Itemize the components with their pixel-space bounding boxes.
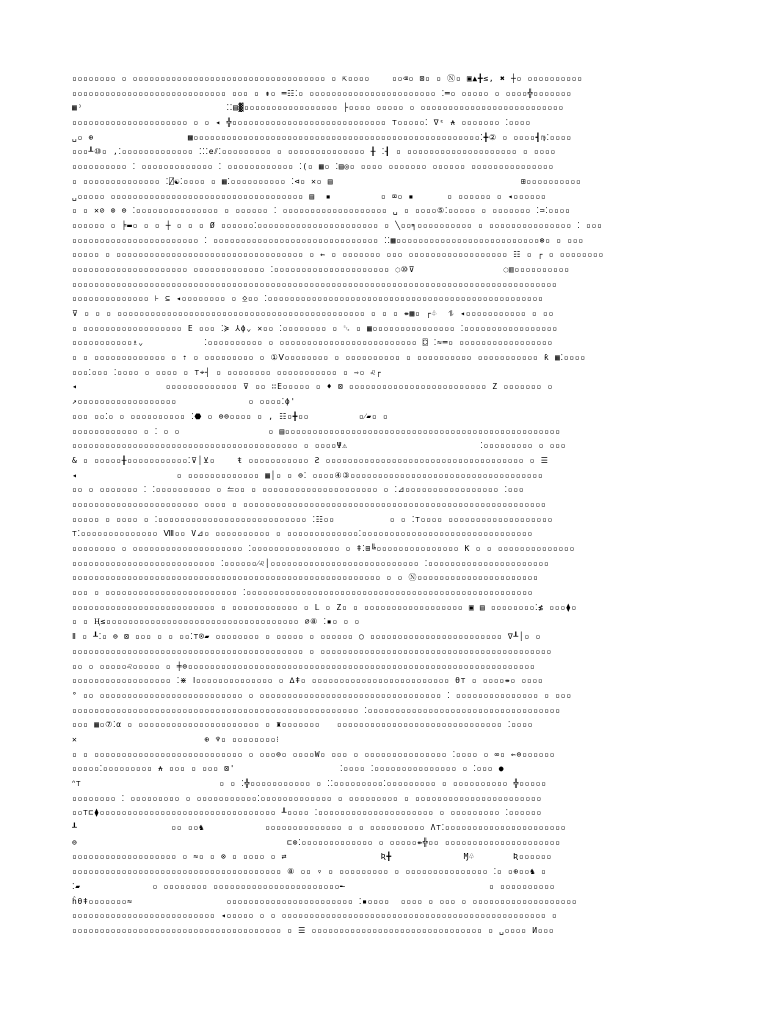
text-line: ▫▫▫▫▫▫ ▫ ╞▬▫ ▫ ▫ ┼ ▫ ▫ ▫ Ø ▫▫▫▫▫▫⁚▫▫▫▫▫▫▫▫▫▫▫▫▫▫▫▫▫▫▫▫▫▫ ▫ ╲▫▫╕▫▫▫▫▫▫▫▫▫▫ ▫ ▫▫▫▫▫▫▫▫▫▫▫▫▫▫▫ ⁚ ▫▫▫ bbox=[72, 220, 603, 230]
text-line: ▫▫▫▫▫▫▫▫ ▫ ▫▫▫▫▫▫▫▫▫▫▫▫▫▫▫▫▫▫▫▫ ⁚▫▫▫▫▫▫▫▫▫▫▫▫▫▫▫▫ ▫ ǂ⁚⊞╚▫▫▫▫▫▫▫▫▫▫▫▫▫▫▫ Ƙ ▫ ▫ ▫▫▫▫▫▫▫▫▫▫▫▫▫▫ bbox=[72, 544, 575, 553]
text-line: ▫▫▫▫▫▫▫▫▫▫▫▫▫▫▫▫▫▫▫▫▫▫▫▫▫▫▫▫▫▫▫▫▫▫▫▫▫▫▫▫▫ ▫ ▫▫▫▫Ψ⚠ ⁚▫▫▫▫▫▫▫▫▫ ▫ ▫▫▫ bbox=[72, 441, 567, 451]
text-line: ▫▫▫▫▫▫▫▫▫▫▫▫▫▫▫▫▫▫▫▫▫▫▫▫▫▫▫▫▫▫▫▫▫▫▫▫▫▫▫▫▫▫▫▫▫▫▫▫▫▫▫▫ ⁚▫▫▫▫▫▫▫▫▫▫▫▫▫▫▫▫▫▫▫▫▫▫▫▫▫▫▫▫▫▫▫▫▫▫▫ bbox=[72, 705, 561, 715]
text-line: ▫▫▫▫▫▫▫▫▫▫▫▫▫▫▫▫▫▫▫▫▫▫▫ ▫▫▫▫ ▫ ▫▫▫▫▫▫▫▫▫▫▫▫▫▫▫▫▫▫▫▫▫▫▫▫▫▫▫▫▫▫▫▫▫▫▫▫▫▫▫▫▫▫▫▫▫▫▫▫▫▫▫▫▫▫▫ bbox=[72, 499, 547, 509]
text-line: ▫▫▫▫▫▫▫▫▫▫▫▫▫▫▫▫▫▫▫▫▫▫▫▫▫▫ ▫ ▫▫▫▫▫▫▫▫▫▫▫▫ ▫ ᒪ ▫ Z▫ ▫ ▫▫▫▫▫▫▫▫▫▫▫▫▫▫▫▫▫▫ ▣ ▤ ▫▫▫▫▫▫▫▫⁚≴ ▫▫▫⧫▫ bbox=[72, 602, 577, 612]
text-line: Ⅱ ▫ ┸⁚▫ ⊜ ⊠ ▫▫▫ ▫ ▫ ▫▫⁚⊤⍟▰ ▫▫▫▫▫▫▫▫ ▫ ▫▫▫▫▫ ▫ ▫▫▫▫▫▫ ◯ ▫▫▫▫▫▫▫▫▫▫▫▫▫▫▫▫▫▫▫▫▫▫▫▫ ∇┸│▫ ▫ bbox=[72, 632, 541, 642]
text-line: ◂ ▫▫▫▫▫▫▫▫▫▫▫▫▫ ⊽ ▫▫ ∷E▫▫▫▫▫ ▫ ♦ ⊠ ▫▫▫▫▫▫▫▫▫▫▫▫▫▫▫▫▫▫▫▫▫▫▫▫▫ Z ▫▫▫▫▫▫▫ ▫ bbox=[72, 382, 553, 392]
text-line: ▫▫▫ ▫ ▫▫▫▫▫▫▫▫▫▫▫▫▫▫▫▫▫▫▫▫▫▫▫▫ ⁚▫▫▫▫▫▫▫▫▫▫▫▫▫▫▫▫▫▫▫▫▫▫▫▫▫▫▫▫▫▫▫▫▫▫▫▫▫▫▫▫▫▫▫▫▫▫▫▫▫▫▫▫ bbox=[72, 588, 534, 598]
text-line: ▫▫ ▫ ▫▫▫▫▫▫▫ ⁚ ⁚▫▫▫▫▫▫▫▫▫▫ ▫ ⥪▫▫ ▫ ▫▫▫▫▫▫▫▫▫▫▫▫▫▫▫▫▫▫▫▫▫ ▫ ⁚⊿▫▫▫▫▫▫▫▫▫▫▫▫▫▫▫▫▫ ⁚▫▫▫ bbox=[72, 485, 525, 495]
text-line: ▫▫▫▫▫▫▫▫▫▫▫▫▫▫▫▫▫▫▫▫▫ ▫ ▫ ◂ ╬▫▫▫▫▫▫▫▫▫▫▫▫▫▫▫▫▫▫▫▫▫▫▫▫▫▫▫▫ ⊤▫▫▫▫▫⁚ ∇ᵋ ⍲ ▫▫▫▫▫▫▫ ⁚▫▫▫▫ bbox=[72, 118, 531, 128]
text-line: & ▫ ▫▫▫▫▫╫▫▫▫▫▫▫▫▫▫▫▫⁚⊽│⊻▫ ŧ ▫▫▫▫▫▫▫▫▫▫▫ Ƨ ▫▫▫▫▫▫▫▫▫▫▫▫▫▫▫▫▫▫▫▫▫▫▫▫▫▫▫▫▫▫▫▫▫▫▫▫ ▫ ☰ bbox=[72, 455, 549, 465]
text-line: ▫▫▫▫▫▫▫▫▫▫▫▫▫▫▫▫▫▫▫▫▫▫▫▫▫▫▫▫▫▫▫▫▫▫▫▫▫▫ ▫ ☰ ▫▫▫▫▫▫▫▫▫▫▫▫▫▫▫▫▫▫▫▫▫▫▫▫▫▫▫▫▫▫▫ ▫ ␣▫▫▫▫ И▫▫▫ bbox=[72, 925, 555, 935]
text-line: ▫▫▫▫▫▫▫▫▫▫▫▫▫▫▫▫▫▫▫▫▫▫▫▫▫▫▫▫ ▫▫▫ ▫ ⇞▫ ═☷⁚▫ ▫▫▫▫▫▫▫▫▫▫▫▫▫▫▫▫▫▫▫▫▫▫▫ ⁚═▫ ▫▫▫▫▫ ▫ ▫▫▫▫╬▫▫▫▫▫▫▫ bbox=[72, 88, 572, 98]
text-line: ▫▫▫▫▫ ▫ ▫▫▫▫ ▫ ⁚▫▫▫▫▫▫▫▫▫▫▫▫▫▫▫▫▫▫▫▫▫▫▫▫▫▫▫ ⁚☷▫▫ ▫ ▫ ⁚⊤▫▫▫▫ ▫▫▫▫▫▫▫▫▫▫▫▫▫▫▫▫▫▫▫ bbox=[72, 514, 553, 524]
text-line: ␣▫▫▫▫▫ ▫▫▫▫▫▫▫▫▫▫▫▫▫▫▫▫▫▫▫▫▫▫▫▫▫▫▫▫▫▫▫▫▫▫▫ ▤ ▪ ▫ ⌧▫ ▪ ▫ ▫▫▫▫▫▫ ▫ ◂▫▫▫▫▫▫ bbox=[72, 191, 547, 201]
text-line: ▫▫▫▫▫▫▫▫▫▫▫♗⌄ ⁚▫▫▫▫▫▫▫▫▫▫ ▫ ▫▫▫▫▫▫▫▫▫▫▫▫▫▫▫▫▫▫▫▫▫▫▫▫▫ ⌼ ⁚≈═▫ ▫▫▫▫▫▫▫▫▫▫▫▫▫▫▫▫▫ bbox=[72, 338, 553, 348]
text-line: ▫ ▫▫▫▫▫▫▫▫▫▫▫▫▫▫ ⁚⍁☯⁚▫▫▫▫ ▫ ▦⁚▫▫▫▫▫▫▫▫▫▫ ⁚⊲▫ ✕▫ ▤ ⊞▫▫▫▫▫▫▫▫▫▫ bbox=[72, 176, 582, 186]
text-line: ◂ ▫ ▫▫▫▫▫▫▫▫▫▫▫▫▫ ▦│▫ ▫ ⊜⁚ ▫▫▫▫④③▫▫▫▫▫▫▫▫▫▫▫▫▫▫▫▫▫▫▫▫▫▫▫▫▫▫▫▫▫▫▫▫▫▫▫ bbox=[72, 470, 544, 480]
text-line: ✕ ⊕ ♆▫ ▫▫▫▫▫▫▫▫⁝ bbox=[72, 734, 280, 744]
text-line: ▫▫▫▫▫▫▫▫▫▫▫▫▫▫▫▫▫▫▫▫▫▫▫▫▫▫▫▫▫▫▫▫▫▫▫▫▫▫▫▫▫▫▫▫▫▫▫▫▫▫▫▫▫▫▫▫ ▫ ▫ Ⓝ▫▫▫▫▫▫▫▫▫▫▫▫▫▫▫▫▫▫▫▫▫▫ bbox=[72, 573, 539, 583]
text-line: ▫▫▫ ▫▫⁚▫ ▫ ▫▫▫▫▫▫▫▫▫▫ ⁚⬣ ▫ ⊜⊜▫▫▫▫ ▫ , ☷▫╋▫▫ ▫⁄▰▫ ▫ bbox=[72, 411, 389, 421]
text-line: ⊽ ▫ ▫ ▫ ▫▫▫▫▫▫▫▫▫▫▫▫▫▫▫▫▫▫▫▫▫▫▫▫▫▫▫▫▫▫▫▫▫▫▫▫▫▫▫▫▫▫▫▫▫ ▫ ▫ ▫ ⇻▩▫ ┌♧ ⥮ ◂▫▫▫▫▫▫▫▫▫▫▫ ▫ ▫▫ bbox=[72, 309, 554, 318]
text-line: ▫ ▫▫▫▫▫▫▫▫▫▫▫▫▫▫▫▫▫▫ E ▫▫▫ ⁚≽ ⅄ϕ⌄ ✕▫▫ ⁚▫▫▫▫▫▫▫▫ ▫ ␂ ▫ ▦▫▫▫▫▫▫▫▫▫▫▫▫▫▫▫ ⁚▫▫▫▫▫▫▫▫▫▫▫▫▫▫▫▫▫ bbox=[72, 323, 558, 333]
text-line: ▫▫▫▫▫▫▫▫▫▫▫▫▫▫▫▫▫▫▫ ▫ ≈▫ ▫ ⊗ ▫ ▫▫▫▫ ▫ ⇄ Ʀ╋ Ɱ♧ Ʀ▫▫▫▫▫▫ bbox=[72, 852, 552, 862]
text-line: ▫▫▫▫▫▫▫▫▫▫▫▫▫▫▫▫▫▫▫▫▫▫▫▫▫▫▫▫▫▫▫▫▫▫▫▫▫▫ ⑧ ▫▫ ▿ ▫ ▫▫▫▫▫▫▫▫▫ ▫ ▫▫▫▫▫▫▫▫▫▫▫▫▫▫▫ ⁚▫ ▫⊕▫▫♞ ▫ bbox=[72, 867, 547, 877]
text-line: ⊜ ⊏⊚⁚▫▫▫▫▫▫▫▫▫▫▫▫▫ ▫ ▫▫▫▫▫⇻╬▫▫ ▫▫▫▫▫▫▫▫▫▫▫▫▫▫▫▫▫▫▫▫▫ bbox=[72, 837, 561, 847]
text-line: ▦⁾ ⁚⁚▤▓▫▫▫▫▫▫▫▫▫▫▫▫▫▫▫▫▫ ├▫▫▫▫ ▫▫▫▫▫ ▫ ▫▫▫▫▫▫▫▫▫▫▫▫▫▫▫▫▫▫▫▫▫▫▫▫▫▫ bbox=[72, 103, 564, 113]
text-line: ▫▫▫▫▫▫▫▫▫▫▫▫▫▫▫▫▫▫▫▫▫▫▫▫▫▫▫▫▫▫▫▫▫▫▫▫▫▫▫▫▫▫ ▫ ▫▫▫▫▫▫▫▫▫▫▫▫▫▫▫▫▫▫▫▫▫▫▫▫▫▫▫▫▫▫▫▫▫▫▫▫▫▫▫▫▫▫ bbox=[72, 646, 552, 656]
text-line: ▫ ▫ Ⱨ≤▫▫▫▫▫▫▫▫▫▫▫▫▫▫▫▫▫▫▫▫▫▫▫▫▫▫▫▫▫▫▫▫▫▫▫ ∅⑧ ⁚▪▫ ▫ ▫ bbox=[72, 617, 360, 627]
text-line: ▫▫▫▫▫▫▫▫▫▫▫▫▫▫▫▫▫▫▫▫▫▫▫▫▫▫ ◂▫▫▫▫▫ ▫ ▫ ▫▫▫▫▫▫▫▫▫▫▫▫▫▫▫▫▫▫▫▫▫▫▫▫▫▫▫▫▫▫▫▫▫▫▫▫▫▫▫▫▫▫▫▫▫▫▫▫ ▫ bbox=[72, 911, 558, 921]
text-line: ⊤⁚▫▫▫▫▫▫▫▫▫▫▫▫▫▫ Ⅷ▫▫ V⊿▫ ▫▫▫▫▫▫▫▫▫▫ ▫ ▫▫▫▫▫▫▫▫▫▫▫▫▫⁚▫▫▫▫▫▫▫▫▫▫▫▫▫▫▫▫▫▫▫▫▫▫▫▫▫▫▫▫▫▫▫ bbox=[72, 529, 533, 539]
text-line: ▫▫⊤⊏⧫▫▫▫▫▫▫▫▫▫▫▫▫▫▫▫▫▫▫▫▫▫▫▫▫▫▫▫▫▫▫▫▫ ╨▫▫▫▫ ⁚▫▫▫▫▫▫▫▫▫▫▫▫▫▫▫▫▫▫▫▫▫ ▫ ▫▫▫▫▫▫▫▫▫ ⁚▫▫▫▫▫▫ bbox=[72, 808, 542, 818]
text-line: ▫▫▫▫▫▫▫▫▫▫▫▫▫▫▫▫▫▫▫▫▫▫▫ ⁚ ▫▫▫▫▫▫▫▫▫▫▫▫▫▫▫▫▫▫▫▫▫▫▫▫▫▫▫▫▫▫ ⁚⁚▩▫▫▫▫▫▫▫▫▫▫▫▫▫▫▫▫▫▫▫▫▫▫▫▫▫▫⊛▫ ▫ ▫▫▫ bbox=[72, 235, 584, 245]
text-line: ▫▫▫▫▫ ▫ ▫▫▫▫▫▫▫▫▫▫▫▫▫▫▫▫▫▫▫▫▫▫▫▫▫▫▫▫▫▫▫▫▫▫ ▫ ⇜ ▫ ▫▫▫▫▫▫▫ ▫▫▫ ▫▫▫▫▫▫▫▫▫▫▫▫▫▫▫▫▫▫ ☷ ▫ ┌ ▫ ▫▫▫▫▫▫▫▫ bbox=[72, 250, 604, 260]
text-line: ▫▫▫▫▫▫▫▫▫▫▫▫▫▫▫▫▫▫▫▫▫▫▫▫▫▫▫▫▫▫▫▫▫▫▫▫▫▫▫▫▫▫▫▫▫▫▫▫▫▫▫▫▫▫▫▫▫▫▫▫▫▫▫▫▫▫▫▫▫▫▫▫▫▫▫▫▫▫▫▫▫▫▫▫▫▫▫▫ bbox=[72, 279, 558, 289]
text-line: ▫ ▫ ✕⊘ ⊚ ⊜ ⁚▫▫▫▫▫▫▫▫▫▫▫▫▫▫▫ ▫ ▫▫▫▫▫▫ ⁚ ▫▫▫▫▫▫▫▫▫▫▫▫▫▫▫▫▫▫▫ ␣ ▫ ▫▫▫▫⑤⁚▫▫▫▫▫ ▫ ▫▫▫▫▫▫▫ ⁚≕⁚▫▫▫▫ bbox=[72, 206, 571, 216]
symbol-text-block bbox=[72, 72, 694, 939]
text-line: ᐢ⊤ ▫ ▫ ⁚╬▫▫▫▫▫▫▫▫▫▫▫ ▫ ⁚⁚▫▫▫▫▫▫▫▫▫⁚▫▫▫▫▫▫▫▫▫ ▫ ▫▫▫▫▫▫▫▫▫▫ ╬▫▫▫▫▫ bbox=[72, 779, 547, 788]
text-line: ° ▫▫ ▫▫▫▫▫▫▫▫▫▫▫▫▫▫▫▫▫▫▫▫▫▫▫▫▫▫ ▫ ▫▫▫▫▫▫▫▫▫▫▫▫▫▫▫▫▫▫▫▫▫▫▫▫▫▫▫▫▫▫▫▫▫ ⁚ ▫▫▫▫▫▫▫▫▫▫▫▫▫▫▫ ▫ ▫▫▫ bbox=[72, 690, 572, 700]
text-line: ▫▫▫▫▫▫▫▫▫▫▫▫▫▫ ⊦ ⊆ ◂▫▫▫▫▫▫▫▫ ▫ ⍚▫▫ ⁚▫▫▫▫▫▫▫▫▫▫▫▫▫▫▫▫▫▫▫▫▫▫▫▫▫▫▫▫▫▫▫▫▫▫▫▫▫▫▫▫▫▫▫▫▫▫▫▫▫▫ bbox=[72, 294, 544, 304]
text-line: ▫▫▫▫▫▫▫▫▫▫▫▫▫▫▫▫▫▫▫▫▫▫▫▫▫▫ ⁚▫▫▫▫▫▫⁄♌│▫▫▫▫▫▫▫▫▫▫▫▫▫▫▫▫▫▫▫▫▫▫▫▫▫▫▫ ⁚▫▫▫▫▫▫▫▫▫▫▫▫▫▫▫▫▫▫▫▫▫▫ bbox=[72, 558, 550, 568]
text-line: ĥθǂ▫▫▫▫▫▫▫≈ ▫▫▫▫▫▫▫▫▫▫▫▫▫▫▫▫▫▫▫▫▫▫▫ ⁚▪▫▫▫▫ ▫▫▫▫ ▫ ▫▫▫ ▫ ▫▫▫▫▫▫▫▫▫▫▫▫▫▫▫▫▫▫▫ bbox=[72, 896, 578, 906]
text-line: ▫▫ ▫ ▫▫▫▫▫♌▫▫▫▫▫ ▫ ╪⊜▫▫▫▫▫▫▫▫▫▫▫▫▫▫▫▫▫▫▫▫▫▫▫▫▫▫▫▫▫▫▫▫▫▫▫▫▫▫▫▫▫▫▫▫▫▫▫▫▫▫▫▫▫▫▫▫▫▫▫▫▫▫▫ bbox=[72, 661, 536, 671]
text-line: ␣▫ ⊕ ▩▫▫▫▫▫▫▫▫▫▫▫▫▫▫▫▫▫▫▫▫▫▫▫▫▫▫▫▫▫▫▫▫▫▫▫▫▫▫▫▫▫▫▫▫▫▫▫▫▫▫▫▫⁚╋② ▫ ▫▫▫▫┫♍⁚▫▫▫▫ bbox=[72, 132, 572, 142]
text-line: ⁚▰ ▫ ▫▫▫▫▫▫▫▫ ▫▫▫▫▫▫▫▫▫▫▫▫▫▫▫▫▫▫▫▫▫▫▫╾ ▫ ▫▫▫▫▫▫▫▫▫▫ bbox=[72, 881, 556, 891]
text-line: ↗▫▫▫▫▫▫▫▫▫▫▫▫▫▫▫▫▫▫ ▫ ▫▫▫▫⁚ϕ' bbox=[72, 397, 296, 407]
text-line: ▫▫▫⁚▫▫▫ ⁚▫▫▫▫ ▫ ▫▫▫▫ ▫ ⊤⌖┤ ▫ ▫▫▫▫▫▫▫▫ ▫▫▫▫▫▫▫▫▫▫▫ ▫ ⇾▫ ♌┌ bbox=[72, 367, 382, 377]
text-line: ▫▫▫▫▫⁚▫▫▫▫▫▫▫▫▫ ⍲ ▫▫▫ ▫ ▫▫▫ ⊠' ⁚▫▫▫▫ ⁚▫▫▫▫▫▫▫▫▫▫▫▫▫▫▫ ▫ ⁚▫▫▫ ● bbox=[72, 764, 505, 774]
text-line: ▫▫▫▫▫▫▫▫▫▫▫▫▫▫▫▫▫▫▫▫▫ ▫▫▫▫▫▫▫▫▫▫▫▫▫ ⁚▫▫▫▫▫▫▫▫▫▫▫▫▫▫▫▫▫▫▫▫▫ ◌⑩⊽ ◌▥▫▫▫▫▫▫▫▫▫▫ bbox=[72, 264, 570, 274]
text-line: ▫▫▫▫▫▫▫▫ ⁚ ▫▫▫▫▫▫▫▫▫ ▫ ▫▫▫▫▫▫▫▫▫▫▫⁚▫▫▫▫▫▫▫▫▫▫▫▫▫ ▫ ▫▫▫▫▫▫▫▫▫ ▫ ▫▫▫▫▫▫▫▫▫▫▫▫▫▫▫▫▫▫▫▫▫▫▫ bbox=[72, 793, 542, 803]
text-line: ▫▫▫▫▫▫▫▫▫▫▫▫ ▫ ⁚ ▫ ▫ ▫ ▤▫▫▫▫▫▫▫▫▫▫▫▫▫▫▫▫▫▫▫▫▫▫▫▫▫▫▫▫▫▫▫▫▫▫▫▫▫▫▫▫▫▫▫▫▫▫▫▫▫▫ bbox=[72, 426, 561, 436]
text-line: ▫▫▫┸⑩▫ ,⁚▫▫▫▫▫▫▫▫▫▫▫▫▫ ⁚⁚⁚e⫽⁚▫▫▫▫▫▫▫▫▫ ▫ ▫▫▫▫▫▫▫▫▫▫▫▫▫▫ ╫ ⁚┨ ▫ ▫▫▫▫▫▫▫▫▫▫▫▫▫▫▫▫▫▫▫▫ ▫ ▫▫▫▫ bbox=[72, 147, 556, 157]
text-line: ▫▫▫ ▦▫⑦⁚α ▫ ▫▫▫▫▫▫▫▫▫▫▫▫▫▫▫▫▫▫▫▫▫▫ ▫ ♜▫▫▫▫▫▫▫ ▫▫▫▫▫▫▫▫▫▫▫▫▫▫▫▫▫▫▫▫▫▫▫▫▫▫▫▫▫▫ ⁚▫▫▫▫ bbox=[72, 720, 534, 730]
text-line: ▫ ▫ ▫▫▫▫▫▫▫▫▫▫▫▫▫▫▫▫▫▫▫▫▫▫▫▫▫▫▫ ▫ ▫▫▫⊜▫ ▫▫▫▫W▫ ▫▫▫ ▫ ▫▫▫▫▫▫▫▫▫▫▫▫▫▫▫ ⁚▫▫▫▫ ▫ ∞▫ ⇜⊜▫▫▫▫▫▫ bbox=[72, 749, 556, 759]
text-line: ▫▫▫▫▫▫▫▫ ▫ ▫▫▫▫▫▫▫▫▫▫▫▫▫▫▫▫▫▫▫▫▫▫▫▫▫▫▫▫▫▫▫▫▫▫▫ ▫ ⇱▫▫▫▫ ▫▫⌫▫ ⊠▫ ▫ Ⓝ▫ ▣▲╋≤, ✖ ┼▫ ▫▫▫▫▫▫▫▫▫▫ bbox=[72, 74, 583, 83]
text-line: ┸ ▫▫ ▫▫♞ ▫▫▫▫▫▫▫▫▫▫▫▫▫▫ ▫ ▫ ▫▫▫▫▫▫▫▫▫▫ Λ⊤⁚▫▫▫▫▫▫▫▫▫▫▫▫▫▫▫▫▫▫▫▫▫▫ bbox=[72, 823, 567, 833]
text-line: ▫ ▫ ▫▫▫▫▫▫▫▫▫▫▫▫▫ ▫ ⇡ ▫ ▫▫▫▫▫▫▫▫▫ ▫ ①Ⅴ▫▫▫▫▫▫▫▫ ▫ ▫▫▫▫▫▫▫▫▫▫ ▫ ▫▫▫▫▫▫▫▫▫▫ ▫▫▫▫▫▫▫▫▫▫▫ ƙ ▦⁚▫▫▫▫ bbox=[72, 353, 586, 363]
text-line: ▫▫▫▫▫▫▫▫▫▫ ⁚ ▫▫▫▫▫▫▫▫▫▫▫▫▫ ⁚ ▫▫▫▫▫▫▫▫▫▫▫▫ ⁚(▫ ▦▫ ⁚▤◎▫ ▫▫▫▫ ▫▫▫▫▫▫▫ ▫▫▫▫▫▫ ▫▫▫▫▫▫▫▫▫▫▫▫▫▫▫ bbox=[72, 162, 554, 172]
text-line: ▫▫▫▫▫▫▫▫▫▫▫▫▫▫▫▫▫▫ ⁚⋇ ⅼ▫▫▫▫▫▫▫▫▫▫▫▫▫▫ ▫ ∆ǂ▫ ▫▫▫▫▫▫▫▫▫▫▫▫▫▫▫▫▫▫▫▫▫▫▫▫▫ θ⊤ ▫ ▫▫▫▫⇻▫ ▫▫▫▫ bbox=[72, 676, 544, 686]
